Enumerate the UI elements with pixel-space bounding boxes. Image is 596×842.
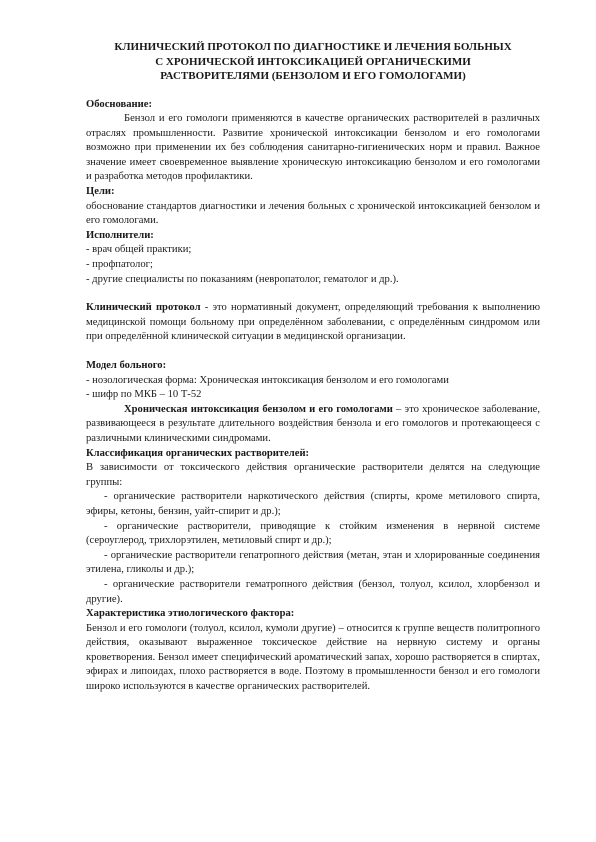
patient-model-item: - шифр по МКБ – 10 Т-52 <box>86 389 202 401</box>
document-page <box>86 40 540 695</box>
disease-definition <box>86 403 540 447</box>
performer-item: - другие специалисты по показаниям (невропатолог, гематолог и др.). <box>86 273 399 285</box>
goals-heading: Цели: <box>86 186 115 198</box>
protocol-definition <box>86 301 540 345</box>
classification-item: - органические растворители гематропного действия (бензол, толуол, ксилол, хлорбензол и другие). <box>86 578 540 605</box>
rationale-heading: Обоснование: <box>86 98 152 110</box>
title-line-2: С ХРОНИЧЕСКОЙ ИНТОКСИКАЦИЕЙ ОРГАНИЧЕСКИМИ <box>155 55 471 68</box>
patient-model-item: - нозологическая форма: Хроническая интоксикация бензолом и его гомологами <box>86 374 449 386</box>
disease-term: Хроническая интоксикация бензолом и его гомологами <box>124 403 393 415</box>
document-title <box>86 40 540 84</box>
protocol-term: Клинический протокол <box>86 302 201 314</box>
title-line-3: РАСТВОРИТЕЛЯМИ (БЕНЗОЛОМ И ЕГО ГОМОЛОГАМИ) <box>160 70 466 82</box>
classification-item: - органические растворители гепатропного действия (метан, этан и хлорированные соединения этилена, гликолы и др.); <box>86 549 540 576</box>
performer-item: - профпатолог; <box>86 259 153 271</box>
rationale-text: Бензол и его гомологи применяются в качестве органических растворителей в различных отраслях промышленности. Развитие хронической интоксикации бензолом и его гомологами возможно при применении их без соблюдения санитарно-гигиенических норм и правил. Важное значение имеет своевременное выявление хроническую интоксикацию бензолом и его гомологами и разработка методов профилактики. <box>86 113 540 183</box>
title-line-1: КЛИНИЧЕСКИЙ ПРОТОКОЛ ПО ДИАГНОСТИКЕ И ЛЕЧЕНИЯ БОЛЬНЫХ <box>114 41 512 53</box>
etiology-heading: Характеристика этиологического фактора: <box>86 608 295 620</box>
disease-text: – это хроническое заболевание, развивающееся в результате длительного воздействия бензола и его гомологов и протекающееся с различными клиническими синдромами. <box>86 403 540 444</box>
classification-item: - органические растворители наркотического действия (спирты, кроме метилового спирта, эфиры, кетоны, бензин, уайт-спирит и др.); <box>86 491 540 517</box>
spacer <box>86 287 540 301</box>
performer-item: - врач общей практики; <box>86 244 192 256</box>
patient-model-heading: Модел больного: <box>86 360 167 371</box>
performers-heading: Исполнители: <box>86 229 154 241</box>
classification-item: - органические растворители, приводящие к стойким изменения в нервной системе (сероуглерод, трихлорэтилен, метиловый спирт и др.); <box>86 520 540 547</box>
protocol-text: - это нормативный документ, определяющий требования к выполнению медицинской помощи больному при определённом заболевании, с определённым синдромом или при определённой клинической ситуации в медицинской организации. <box>86 302 540 343</box>
spacer <box>86 345 540 359</box>
classification-heading: Классификация органических растворителей: <box>86 447 310 459</box>
goals-text: обоснование стандартов диагностики и лечения больных с хронической интоксикацией бензолом и его гомологами. <box>86 200 540 227</box>
etiology-text: Бензол и его гомологи (толуол, ксилол, кумоли другие) – относится к группе веществ политропного действия, оказывают выраженное токсическое действие на нервную систему и органы кроветворения. Бензол имеет специфический ароматический запах, хорошо растворяется в спиртах, эфирах и липоидах, плохо растворяется в воде. Поэтому в промышленности бензол и его гомологи широко используются в качестве органических растворителей. <box>86 622 540 693</box>
classification-intro: В зависимости от токсического действия органические растворители делятся на следующие группы: <box>86 462 540 488</box>
